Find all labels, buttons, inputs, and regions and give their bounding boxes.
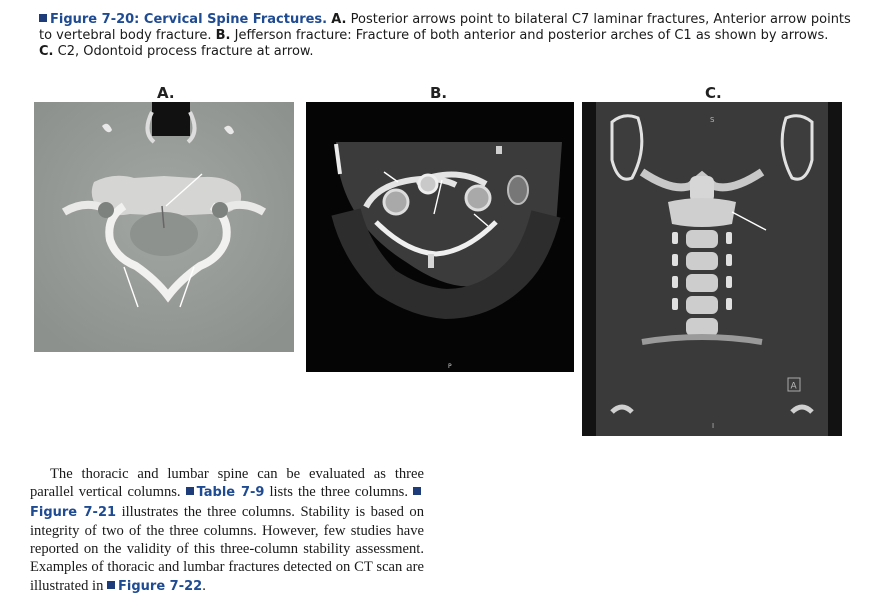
bullet-square-icon: [186, 487, 194, 495]
body-text-1: The thoracic and lumbar spine can be evaluated as three parallel vertical columns.: [30, 466, 424, 501]
body-text-2: lists the three columns.: [269, 484, 408, 501]
caption-c-label: C.: [39, 44, 54, 59]
ct-image-c: [582, 102, 842, 436]
panel-b-orientation-marker: P: [448, 363, 452, 370]
body-paragraph: [30, 465, 424, 596]
panel-c-marker-right: A: [790, 381, 797, 392]
bullet-square-icon: [39, 14, 47, 22]
figure-caption: [39, 12, 859, 60]
caption-b-text: Jefferson fracture: Fracture of both anterior and posterior arches of C1 as shown by arrows.: [234, 28, 829, 43]
body-text-3: illustrates the three columns. Stability is based on integrity of two of the three columns. However, few studies have reported on the validity of this three-column stability assessment. Examples of thoracic and lumbar fractures detected on CT scan are illustrated in: [30, 503, 424, 594]
bullet-square-icon: [413, 487, 421, 495]
body-text-4: .: [202, 577, 206, 594]
panel-b-label: B.: [430, 84, 448, 102]
caption-c-text: C2, Odontoid process fracture at arrow.: [57, 44, 314, 59]
caption-a-text: Posterior arrows point to bilateral C7 laminar fractures, Anterior arrow points to vertebral body fracture.: [39, 12, 851, 43]
panel-c-label: C.: [705, 84, 722, 102]
ct-image-a: [34, 102, 294, 352]
link-figure-7-22[interactable]: Figure 7-22: [118, 578, 203, 594]
link-figure-7-21[interactable]: Figure 7-21: [30, 504, 117, 520]
panel-a-label: A.: [157, 84, 175, 102]
ct-image-b: [306, 102, 574, 372]
caption-b-label: B.: [215, 28, 231, 43]
caption-a-label: A.: [331, 12, 347, 27]
panel-c-marker-bottom: I: [712, 422, 715, 430]
link-table-7-9[interactable]: Table 7-9: [196, 485, 265, 501]
panel-c-marker-top: S: [710, 116, 715, 124]
figure-title: Figure 7-20: Cervical Spine Fractures.: [50, 12, 328, 27]
bullet-square-icon: [107, 581, 115, 589]
